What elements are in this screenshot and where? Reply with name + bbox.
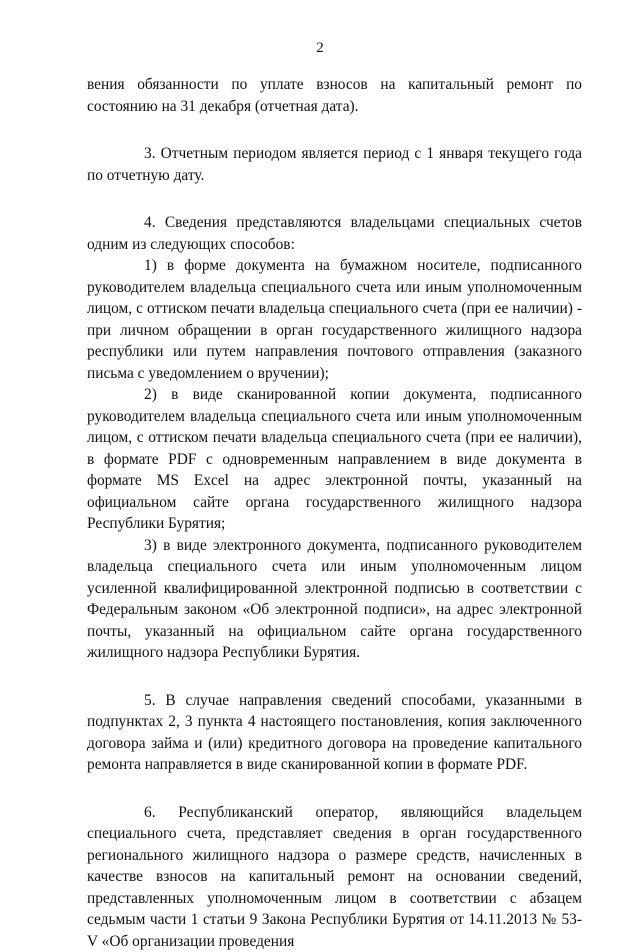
- paragraph-6: 6. Республиканский оператор, являющийся владельцем специального счета, представляет сведения в орган государственного регионального жилищного надзора о размере средств, начисленных в качестве взносов на капитальный ремонт на основании сведений, представленных уполномоченным лицом в соответствии с абзацем седьмым части 1 статьи 9 Закона Республики Бурятия от 14.11.2013 № 53-V «Об организации проведения: [87, 802, 582, 952]
- paragraph-continuation: вения обязанности по уплате взносов на капитальный ремонт по состоянию на 31 декабря (отчетная дата).: [87, 74, 582, 117]
- subparagraph-4-3: 3) в виде электронного документа, подписанного руководителем владельца специального счета или иным уполномоченным лицом усиленной квалифицированной электронной подписью в соответствии с Федеральным законом «Об электронной подписи», на адрес электронной почты, указанный на официальном сайте органа государственного жилищного надзора Республики Бурятия.: [87, 535, 582, 664]
- page-number: 2: [0, 38, 640, 58]
- paragraph-4: 4. Сведения представляются владельцами специальных счетов одним из следующих способов:: [87, 212, 582, 255]
- subparagraph-4-1: 1) в форме документа на бумажном носителе, подписанного руководителем владельца специального счета или иным уполномоченным лицом, с оттиском печати владельца специального счета (при ее наличии) - при личном обращении в орган государственного жилищного надзора республики или путем направления почтового отправления (заказного письма с уведомлением о вручении);: [87, 255, 582, 384]
- subparagraph-4-2: 2) в виде сканированной копии документа, подписанного руководителем владельца специального счета или иным уполномоченным лицом, с оттиском печати владельца специального счета (при ее наличии), в формате PDF с одновременным направлением в виде документа в формате MS Excel на адрес электронной почты, указанный на официальном сайте органа государственного жилищного надзора Республики Бурятия;: [87, 384, 582, 535]
- paragraph-3: 3. Отчетным периодом является период с 1 января текущего года по отчетную дату.: [87, 143, 582, 186]
- paragraph-5: 5. В случае направления сведений способами, указанными в подпунктах 2, 3 пункта 4 настоящего постановления, копия заключенного договора займа и (или) кредитного договора на проведение капитального ремонта направляется в виде сканированной копии в формате PDF.: [87, 690, 582, 776]
- document-body: [87, 74, 582, 952]
